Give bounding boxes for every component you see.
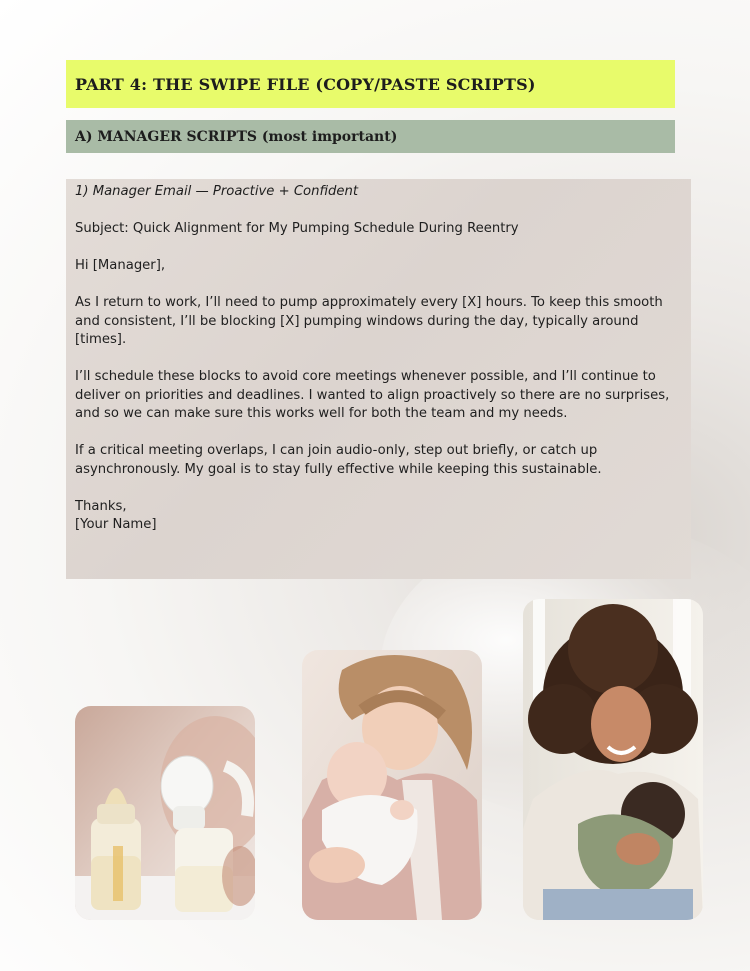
breast-pump-bottles-photo bbox=[75, 706, 255, 920]
page-title: PART 4: THE SWIPE FILE (COPY/PASTE SCRIPTS) bbox=[75, 74, 536, 94]
email-subject: Subject: Quick Alignment for My Pumping Schedule During Reentry bbox=[75, 221, 519, 236]
email-paragraph-2: I’ll schedule these blocks to avoid core meetings whenever possible, and I’ll continue to deliver on priorities and deadlines. I wanted to align proactively so there are no surprises, and so we can make sure this works well for both the team and my needs. bbox=[75, 369, 670, 421]
section-title: A) MANAGER SCRIPTS (most important) bbox=[75, 128, 398, 145]
manager-email-script bbox=[66, 179, 691, 579]
section-banner bbox=[66, 120, 675, 153]
email-paragraph-1: As I return to work, I’ll need to pump approximately every [X] hours. To keep this smooth and consistent, I’ll be blocking [X] pumping windows during the day, typically around [times]. bbox=[75, 295, 663, 347]
part-title-banner bbox=[66, 60, 675, 108]
mother-holding-newborn-photo bbox=[302, 650, 482, 920]
email-paragraph-3: If a critical meeting overlaps, I can join audio-only, step out briefly, or catch up asynchronously. My goal is to stay fully effective while keeping this sustainable. bbox=[75, 443, 602, 477]
email-signoff: Thanks, bbox=[75, 498, 127, 514]
script-heading: 1) Manager Email — Proactive + Confident bbox=[75, 184, 359, 199]
email-greeting: Hi [Manager], bbox=[75, 258, 166, 273]
mother-nursing-baby-photo bbox=[523, 599, 703, 920]
email-signature: [Your Name] bbox=[75, 517, 157, 532]
